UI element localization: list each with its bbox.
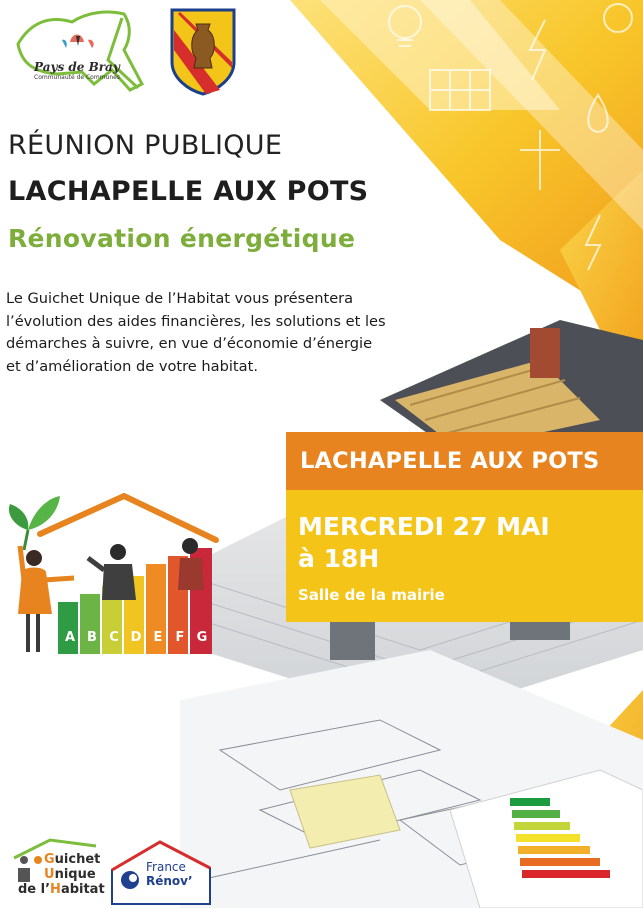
intro-line: l’évolution des aides financières, les solutions et les [6,312,386,330]
guichet-line-2: Unique [44,867,96,882]
intro-line: et d’amélioration de votre habitat. [6,357,258,375]
energy-rating-illustration [4,490,224,660]
energy-letter: A [64,630,76,645]
pays-de-bray-name: Pays de Bray [34,60,120,74]
town-title: LACHAPELLE AUX POTS [8,176,369,207]
energy-letters [62,630,222,645]
event-town: LACHAPELLE AUX POTS [300,448,600,474]
energy-letter: D [130,630,142,645]
event-place: Salle de la mairie [298,586,445,604]
energy-letter: G [196,630,208,645]
guichet-line-3: de l’Habitat [18,882,105,897]
france-renov-line-1: France [146,860,186,874]
town-crest-icon [168,6,238,96]
guichet-unique-logo [10,838,105,904]
intro-line: démarches à suivre, en vue d’économie d’énergie [6,335,373,352]
event-time: à 18H [298,544,380,573]
pays-de-bray-logo [12,10,147,92]
france-renov-logo [110,840,212,906]
energy-letter: F [175,630,185,645]
energy-letter: B [87,630,97,645]
event-town-banner [286,432,643,490]
intro-line: Le Guichet Unique de l’Habitat vous présentera [6,290,354,307]
event-date: MERCREDI 27 MAI [298,512,550,541]
pays-de-bray-sub: Communauté de Communes [34,74,120,81]
theme-title: Rénovation énergétique [8,224,356,253]
energy-letter: E [153,630,163,645]
guichet-line-1: Guichet [44,852,101,867]
event-date-panel [286,490,643,622]
meeting-label: RÉUNION PUBLIQUE [8,130,283,161]
france-renov-line-2: Rénov’ [146,874,193,888]
energy-letter: C [109,630,119,645]
